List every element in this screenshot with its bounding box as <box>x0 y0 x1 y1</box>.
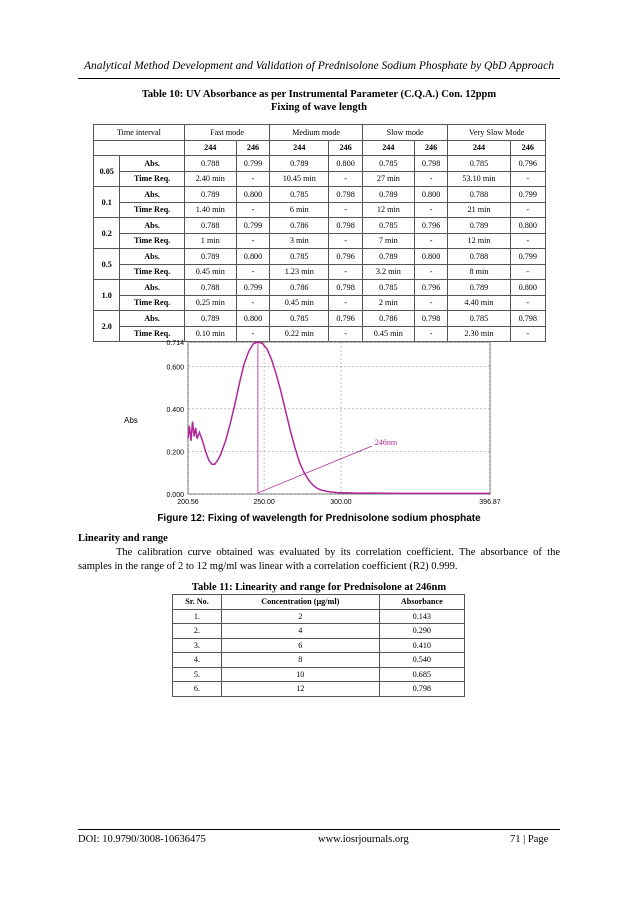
value-cell: - <box>510 202 545 218</box>
value-cell: 0.800 <box>510 280 545 296</box>
abs-row <box>94 218 546 234</box>
x-tick-label: 396.87 <box>479 499 501 506</box>
value-cell: - <box>510 233 545 249</box>
value-cell: 0.799 <box>236 280 270 296</box>
value-cell: 0.785 <box>448 311 510 327</box>
running-header: Analytical Method Development and Validation of Prednisolone Sodium Phosphate by QbD Approach <box>83 60 555 72</box>
value-cell: 0.788 <box>184 156 236 172</box>
value-cell: 0.800 <box>414 249 448 265</box>
row-label: Time Req. <box>120 295 184 311</box>
col-mode: Very Slow Mode <box>448 125 546 141</box>
value-cell: 0.789 <box>362 187 414 203</box>
table10-subcaption: Fixing of wave length <box>271 102 367 113</box>
time-row <box>94 264 546 280</box>
wl-header: 244 <box>184 140 236 156</box>
col-absorbance: Absorbance <box>379 595 464 610</box>
y-tick-label: 0.000 <box>166 492 184 499</box>
value-cell: 0.785 <box>448 156 510 172</box>
value-cell: 0.789 <box>184 187 236 203</box>
value-cell: 0.796 <box>329 311 363 327</box>
interval-cell: 1.0 <box>94 280 120 311</box>
value-cell: - <box>329 295 363 311</box>
interval-cell: 0.1 <box>94 187 120 218</box>
value-cell: 27 min <box>362 171 414 187</box>
wl-header: 246 <box>414 140 448 156</box>
value-cell: 0.789 <box>270 156 329 172</box>
wl-header: 246 <box>236 140 270 156</box>
row-label: Time Req. <box>120 171 184 187</box>
table11-cell: 0.685 <box>379 667 464 682</box>
value-cell: 1.40 min <box>184 202 236 218</box>
y-tick-label: 0.200 <box>166 449 184 457</box>
table11-cell: 0.798 <box>379 682 464 697</box>
value-cell: - <box>329 202 363 218</box>
abs-row <box>94 156 546 172</box>
value-cell: 21 min <box>448 202 510 218</box>
table11-cell: 6. <box>173 682 222 697</box>
spectrum-line <box>188 342 490 493</box>
value-cell: - <box>510 171 545 187</box>
value-cell: 0.45 min <box>184 264 236 280</box>
row-label: Abs. <box>120 249 184 265</box>
value-cell: 0.22 min <box>270 326 329 342</box>
col-time-interval: Time interval <box>94 125 185 141</box>
table11-body <box>173 609 465 696</box>
table11-row <box>173 653 465 668</box>
table11-row <box>173 682 465 697</box>
value-cell: 0.798 <box>329 218 363 234</box>
value-cell: 1 min <box>184 233 236 249</box>
table10-body <box>94 156 546 342</box>
value-cell: 0.45 min <box>270 295 329 311</box>
abs-row <box>94 280 546 296</box>
wl-header: 244 <box>362 140 414 156</box>
plot-frame <box>188 342 490 494</box>
table11-cell: 2 <box>221 609 379 624</box>
value-cell: - <box>236 202 270 218</box>
col-mode: Fast mode <box>184 125 270 141</box>
value-cell: 0.786 <box>270 280 329 296</box>
value-cell: 7 min <box>362 233 414 249</box>
col-sr-no: Sr. No. <box>173 595 222 610</box>
table11-cell: 8 <box>221 653 379 668</box>
value-cell: - <box>414 233 448 249</box>
value-cell: 6 min <box>270 202 329 218</box>
section-paragraph <box>78 546 560 574</box>
table11 <box>172 594 465 697</box>
table11-caption: Table 11: Linearity and range for Prednisolone at 246nm <box>191 582 447 593</box>
section-heading: Linearity and range <box>78 533 168 544</box>
value-cell: - <box>510 326 545 342</box>
value-cell: 0.789 <box>448 280 510 296</box>
value-cell: 10.45 min <box>270 171 329 187</box>
value-cell: 0.25 min <box>184 295 236 311</box>
value-cell: 0.800 <box>414 187 448 203</box>
value-cell: 0.789 <box>448 218 510 234</box>
value-cell: - <box>236 326 270 342</box>
y-axis-label: Abs <box>124 416 138 425</box>
value-cell: 0.45 min <box>362 326 414 342</box>
row-label: Abs. <box>120 218 184 234</box>
time-row <box>94 202 546 218</box>
wl-header: 244 <box>448 140 510 156</box>
value-cell: 0.800 <box>329 156 363 172</box>
row-label: Time Req. <box>120 326 184 342</box>
value-cell: 0.786 <box>270 218 329 234</box>
value-cell: - <box>236 233 270 249</box>
value-cell: - <box>414 326 448 342</box>
time-row <box>94 171 546 187</box>
value-cell: 0.800 <box>236 187 270 203</box>
value-cell: 0.798 <box>329 187 363 203</box>
table11-cell: 2. <box>173 624 222 639</box>
table10-caption: Table 10: UV Absorbance as per Instrumental Parameter (C.Q.A.) Con. 12ppm <box>141 89 497 100</box>
row-label: Abs. <box>120 156 184 172</box>
table11-cell: 10 <box>221 667 379 682</box>
value-cell: - <box>329 233 363 249</box>
value-cell: 0.798 <box>414 311 448 327</box>
x-tick-label: 200.56 <box>177 499 199 506</box>
interval-cell: 0.2 <box>94 218 120 249</box>
value-cell: 0.788 <box>448 249 510 265</box>
value-cell: 4.40 min <box>448 295 510 311</box>
value-cell: - <box>414 171 448 187</box>
value-cell: 0.799 <box>510 187 545 203</box>
value-cell: 0.799 <box>236 156 270 172</box>
value-cell: 0.785 <box>362 280 414 296</box>
abs-row <box>94 249 546 265</box>
value-cell: 0.785 <box>362 218 414 234</box>
value-cell: 0.796 <box>414 280 448 296</box>
value-cell: - <box>510 295 545 311</box>
footer-doi: DOI: 10.9790/3008-10636475 <box>78 834 206 845</box>
time-row <box>94 233 546 249</box>
value-cell: - <box>414 295 448 311</box>
value-cell: 0.799 <box>236 218 270 234</box>
row-label: Abs. <box>120 280 184 296</box>
wl-header: 246 <box>329 140 363 156</box>
row-label: Abs. <box>120 187 184 203</box>
table11-cell: 1. <box>173 609 222 624</box>
table11-cell: 12 <box>221 682 379 697</box>
value-cell: - <box>236 264 270 280</box>
footer-rule <box>78 829 560 830</box>
value-cell: 0.800 <box>236 311 270 327</box>
value-cell: 0.785 <box>362 156 414 172</box>
value-cell: 12 min <box>448 233 510 249</box>
figure12-uv-spectrum <box>118 328 528 510</box>
value-cell: 0.796 <box>510 156 545 172</box>
value-cell: 0.785 <box>270 249 329 265</box>
value-cell: 0.788 <box>448 187 510 203</box>
value-cell: - <box>236 171 270 187</box>
value-cell: 0.798 <box>414 156 448 172</box>
interval-cell: 2.0 <box>94 311 120 342</box>
footer-site: www.iosrjournals.org <box>318 834 409 845</box>
value-cell: - <box>414 264 448 280</box>
table11-cell: 4 <box>221 624 379 639</box>
value-cell: 0.796 <box>329 249 363 265</box>
col-mode: Slow mode <box>362 125 448 141</box>
header-rule <box>78 78 560 79</box>
value-cell: 0.788 <box>184 280 236 296</box>
x-tick-label: 300.00 <box>330 499 352 506</box>
value-cell: 0.796 <box>414 218 448 234</box>
table10 <box>93 124 546 342</box>
wl-header: 244 <box>270 140 329 156</box>
value-cell: 53.10 min <box>448 171 510 187</box>
row-label: Time Req. <box>120 264 184 280</box>
col-mode: Medium mode <box>270 125 363 141</box>
y-tick-label: 0.714 <box>166 340 184 347</box>
value-cell: 0.800 <box>236 249 270 265</box>
col-concentration: Concentration (µg/ml) <box>221 595 379 610</box>
table11-row <box>173 667 465 682</box>
value-cell: 3 min <box>270 233 329 249</box>
wl-header: 246 <box>510 140 545 156</box>
value-cell: 0.785 <box>270 311 329 327</box>
value-cell: 0.789 <box>184 249 236 265</box>
row-label: Abs. <box>120 311 184 327</box>
value-cell: 0.786 <box>362 311 414 327</box>
value-cell: 0.798 <box>510 311 545 327</box>
value-cell: 0.798 <box>329 280 363 296</box>
value-cell: - <box>329 171 363 187</box>
value-cell: - <box>414 202 448 218</box>
table11-cell: 5. <box>173 667 222 682</box>
value-cell: 1.23 min <box>270 264 329 280</box>
table11-row <box>173 638 465 653</box>
value-cell: 2.40 min <box>184 171 236 187</box>
value-cell: 8 min <box>448 264 510 280</box>
value-cell: 0.789 <box>362 249 414 265</box>
abs-row <box>94 187 546 203</box>
value-cell: 0.10 min <box>184 326 236 342</box>
table11-cell: 0.143 <box>379 609 464 624</box>
interval-cell: 0.5 <box>94 249 120 280</box>
time-row <box>94 295 546 311</box>
table11-cell: 3. <box>173 638 222 653</box>
table11-cell: 0.410 <box>379 638 464 653</box>
value-cell: 3.2 min <box>362 264 414 280</box>
figure12-caption: Figure 12: Fixing of wavelength for Prednisolone sodium phosphate <box>157 513 481 524</box>
interval-cell: 0.05 <box>94 156 120 187</box>
footer-page: 71 | Page <box>510 834 549 845</box>
abs-row <box>94 311 546 327</box>
value-cell: 0.800 <box>510 218 545 234</box>
y-tick-label: 0.600 <box>166 364 184 372</box>
row-label: Time Req. <box>120 202 184 218</box>
value-cell: 2 min <box>362 295 414 311</box>
table11-cell: 0.540 <box>379 653 464 668</box>
y-tick-label: 0.400 <box>166 406 184 414</box>
table11-row <box>173 609 465 624</box>
table11-cell: 6 <box>221 638 379 653</box>
value-cell: 0.799 <box>510 249 545 265</box>
value-cell: 12 min <box>362 202 414 218</box>
paragraph-text: The calibration curve obtained was evaluated by its correlation coefficient. The absorbance of the samples in the range of 2 to 12 mg/ml was linear with a correlation coefficient (R2) 0.999. <box>78 547 560 572</box>
value-cell: - <box>236 295 270 311</box>
table11-cell: 4. <box>173 653 222 668</box>
row-label: Time Req. <box>120 233 184 249</box>
value-cell: 0.788 <box>184 218 236 234</box>
blank-cell <box>94 140 185 156</box>
table11-cell: 0.290 <box>379 624 464 639</box>
annotation-label: 246nm <box>374 438 398 448</box>
table11-row <box>173 624 465 639</box>
value-cell: 0.785 <box>270 187 329 203</box>
value-cell: - <box>510 264 545 280</box>
value-cell: 0.789 <box>184 311 236 327</box>
value-cell: - <box>329 264 363 280</box>
x-tick-label: 250.00 <box>253 499 275 506</box>
value-cell: 2.30 min <box>448 326 510 342</box>
value-cell: - <box>329 326 363 342</box>
